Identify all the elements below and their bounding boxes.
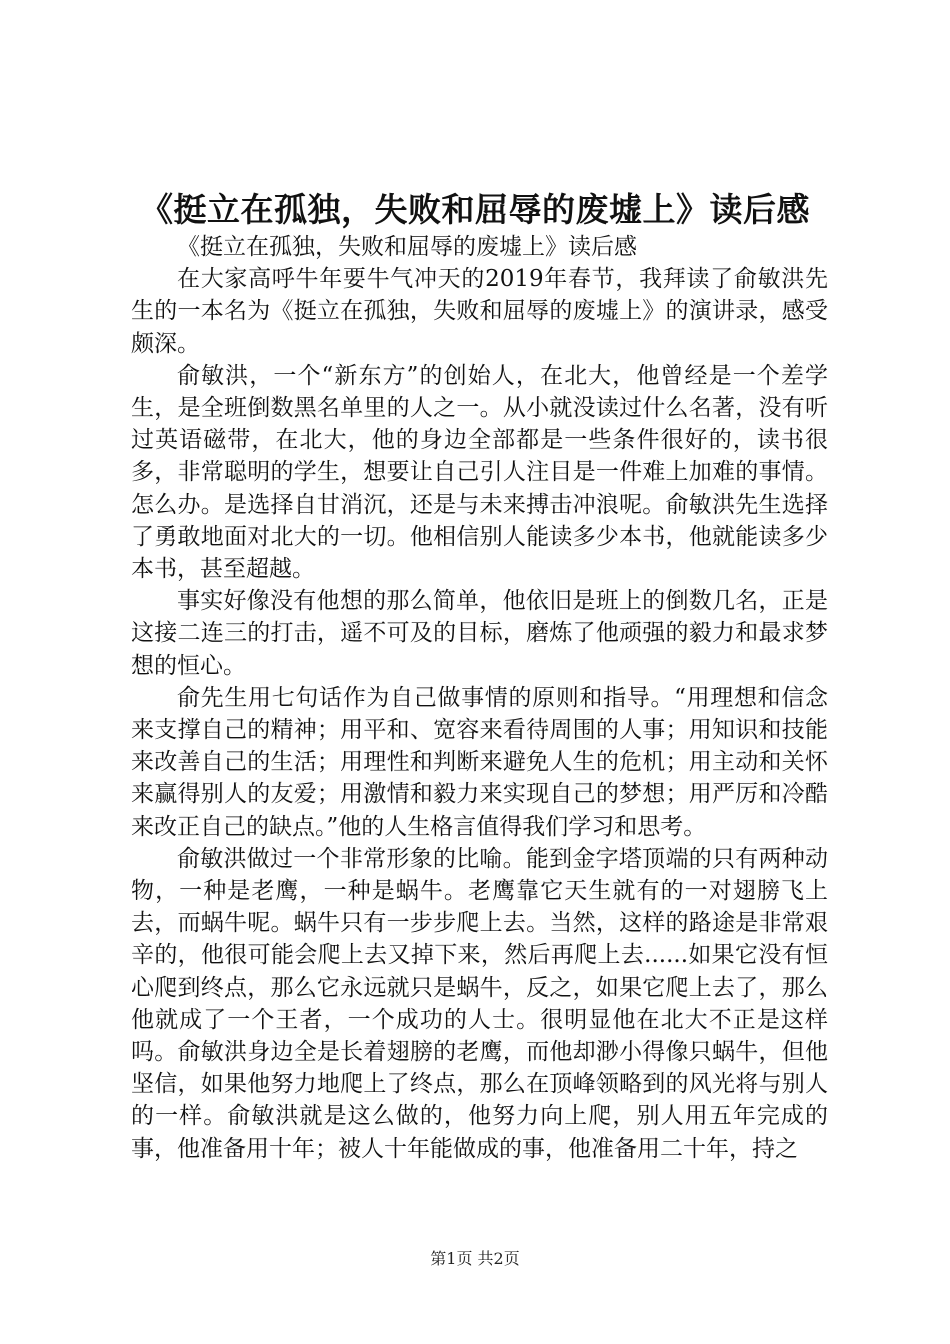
paragraph: 俞敏洪做过一个非常形象的比喻。能到金字塔顶端的只有两种动物，一种是老鹰，一种是蜗牛。老鹰靠它天生就有的一对翅膀飞上去，而蜗牛呢。蜗牛只有一步步爬上去。当然，这样的路途是非常艰辛的，他很可能会爬上去又掉下来，然后再爬上去......如果它没有恒心爬到终点，那么它永远就只是蜗牛，反之，如果它爬上去了，那么他就成了一个王者，一个成功的人士。很明显他在北大不正是这样吗。俞敏洪身边全是长着翅膀的老鹰，而他却渺小得像只蜗牛，但他坚信，如果他努力地爬上了终点，那么在顶峰领略到的风光将与别人的一样。俞敏洪就是这么做的，他努力向上爬，别人用五年完成的事，他准备用十年；被人十年能做成的事，他准备用二十年，持之 bbox=[131, 845, 828, 1162]
page-number-footer: 第1页 共2页 bbox=[430, 1249, 520, 1268]
paragraph-subtitle: 《挺立在孤独，失败和屈辱的废墟上》读后感 bbox=[177, 234, 637, 260]
paragraph: 在大家高呼牛年要牛气冲天的2019年春节，我拜读了俞敏洪先生的一本名为《挺立在孤独，失败和屈辱的废墟上》的演讲录，感受颇深。 bbox=[131, 266, 828, 357]
paragraph: 事实好像没有他想的那么简单，他依旧是班上的倒数几名，正是这接二连三的打击，遥不可及的目标，磨炼了他顽强的毅力和最求梦想的恒心。 bbox=[131, 588, 828, 679]
paragraph: 俞先生用七句话作为自己做事情的原则和指导。“用理想和信念来支撑自己的精神；用平和、宽容来看待周围的人事；用知识和技能来改善自己的生活；用理性和判断来避免人生的危机；用主动和关怀来赢得别人的友爱；用激情和毅力来实现自己的梦想；用严厉和冷酷来改正自己的缺点。”他的人生格言值得我们学习和思考。 bbox=[131, 684, 828, 840]
document-body bbox=[131, 231, 828, 1165]
document-title: 《挺立在孤独，失败和屈辱的废墟上》读后感 bbox=[140, 190, 810, 229]
paragraph: 俞敏洪，一个“新东方”的创始人，在北大，他曾经是一个差学生，是全班倒数黑名单里的人之一。从小就没读过什么名著，没有听过英语磁带，在北大，他的身边全部都是一些条件很好的，读书很多，非常聪明的学生，想要让自己引人注目是一件难上加难的事情。怎么办。是选择自甘消沉，还是与未来搏击冲浪呢。俞敏洪先生选择了勇敢地面对北大的一切。他相信别人能读多少本书，他就能读多少本书，甚至超越。 bbox=[131, 362, 828, 583]
